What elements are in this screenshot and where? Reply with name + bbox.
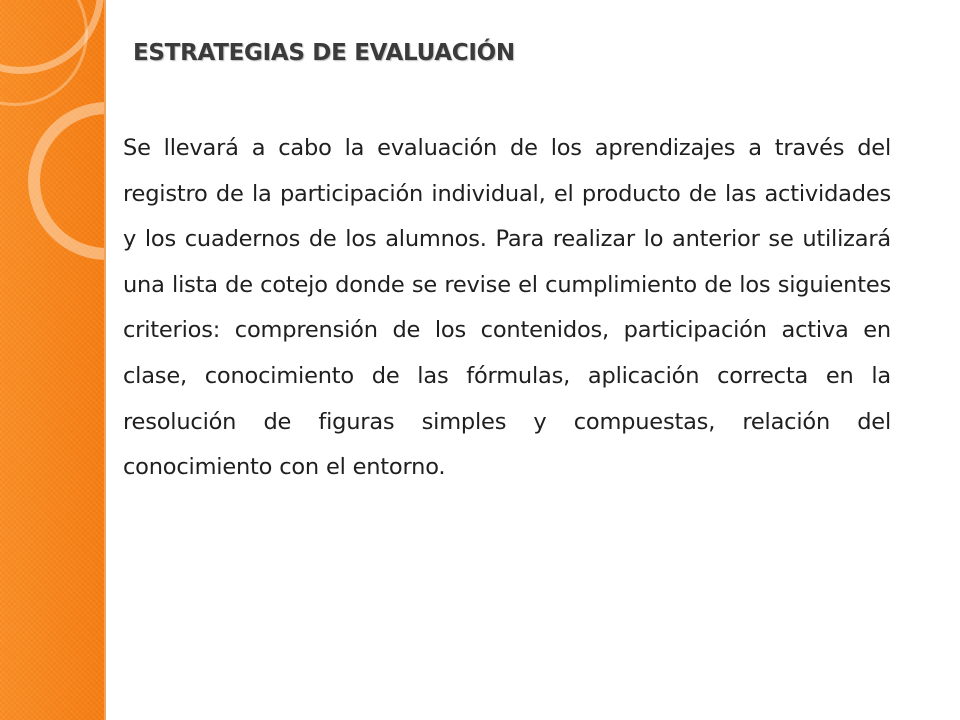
slide-title: ESTRATEGIAS DE EVALUACIÓN	[133, 40, 515, 66]
decorative-arc-thin	[0, 0, 88, 106]
orange-side-bar	[0, 0, 106, 720]
decorative-arc-middle	[28, 102, 106, 260]
slide-body-text: Se llevará a cabo la evaluación de los aprendizajes a través del registro de la participación individual, el producto de las actividades y los cuadernos de los alumnos. Para realizar lo anterior se utilizará una lista de cotejo donde se revise el cumplimiento de los siguientes criterios: comprensión de los contenidos, participación activa en clase, conocimiento de las fórmulas, aplicación correcta en la resolución de figuras simples y compuestas, relación del conocimiento con el entorno.	[123, 135, 891, 481]
